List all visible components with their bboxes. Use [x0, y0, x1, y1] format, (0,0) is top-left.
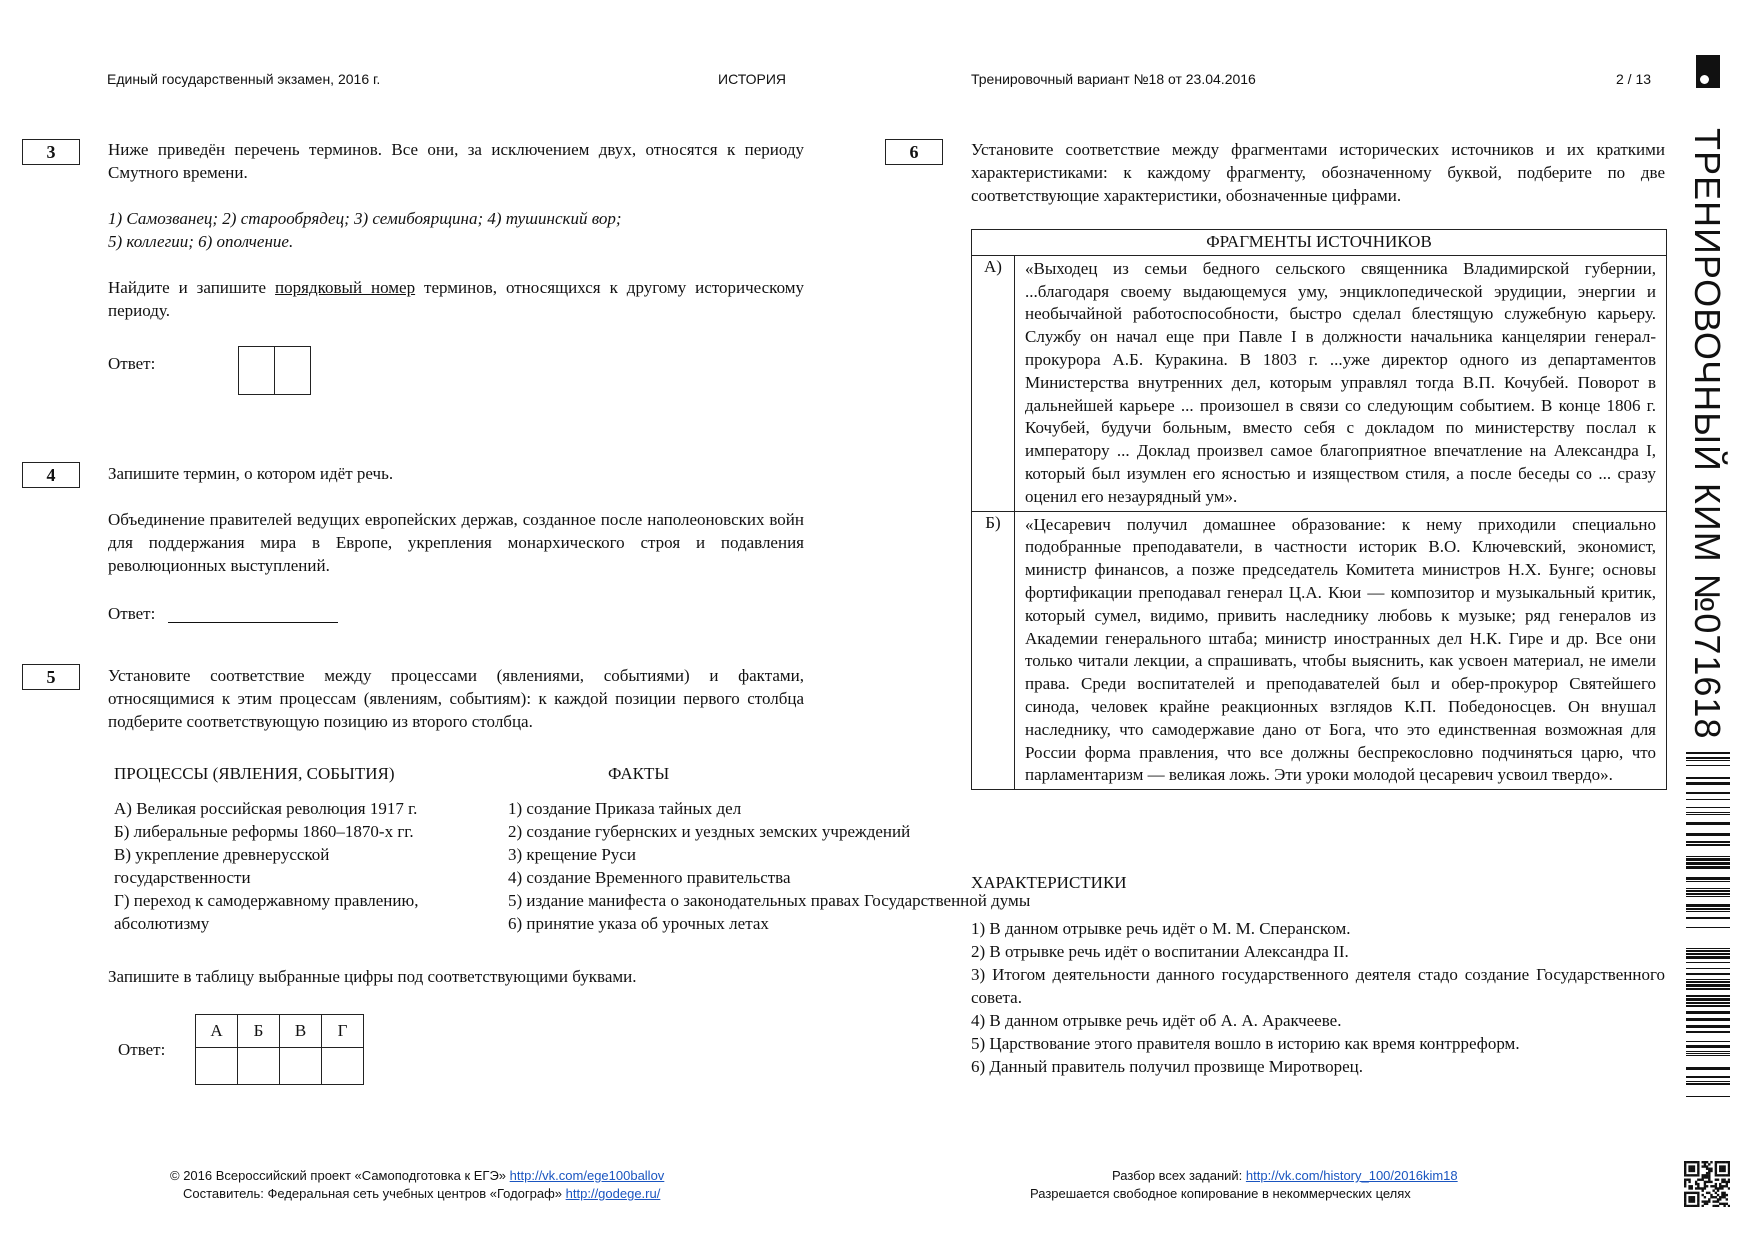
q6-text: Установите соответствие между фрагментами исторических источников и их краткими характеристиками: к каждому фрагменту, обозначенному буквой, подберите по две соответствующие характеристики, обозначенные цифрами. — [971, 140, 1665, 205]
q3-instruction-underlined: порядковый номер — [275, 278, 416, 297]
q6-table-header: ФРАГМЕНТЫ ИСТОЧНИКОВ — [972, 230, 1667, 256]
q5-answer-cell-b[interactable] — [238, 1048, 280, 1085]
header-exam-title: Единый государственный экзамен, 2016 г. — [107, 71, 381, 87]
q5-answer-cell-a[interactable] — [196, 1048, 238, 1085]
q5-answer-cell-v[interactable] — [280, 1048, 322, 1085]
q5-facts-list — [508, 797, 1208, 935]
q5-answer-header-a: А — [196, 1015, 238, 1048]
q5-facts-header: ФАКТЫ — [608, 764, 670, 783]
q5-processes-header: ПРОЦЕССЫ (ЯВЛЕНИЯ, СОБЫТИЯ) — [114, 764, 395, 783]
table-row — [972, 511, 1667, 790]
q6-characteristic-item: 2) В отрывке речь идёт о воспитании Александра II. — [971, 942, 1349, 961]
q6-characteristic-item: 4) В данном отрывке речь идёт об А. А. Аракчееве. — [971, 1011, 1342, 1030]
q6-fragment-text: «Цесаревич получил домашнее образование: к нему приходили специально подобранные преподаватели, в частности историк В.О. Ключевский, экономист, министр финансов, а позже председатель Комитета министров Н.Х. Бунге; основы фортификации преподавал генерал Ц.А. Кюи — композитор и музыкальный критик, который сумел, видимо, привить наследнику любовь к музыке; ряд генералов из Академии генерального штаба; министр иностранных дел Н.К. Гире и др. Все они только читали лекции, а спрашивать, чтобы выяснить, как усвоен материал, не имели права. Среди воспитателей и преподавателей был и обер-прокурор Святейшего синода, человек крайне реакционных взглядов К.П. Победоносцев. Он внушал наследнику, что самодержавие дано от Бога, что это единственная возможная для России форма правления, что все должны беспрекословно подчиняться царю, что парламентаризм — великая ложь. Эти уроки молодой цесаревич усвоил твердо». — [1015, 511, 1667, 790]
q3-answer-label: Ответ: — [108, 354, 156, 373]
q5-answer-header-b: Б — [238, 1015, 280, 1048]
question-number-4: 4 — [22, 462, 80, 488]
footer-author: Составитель: Федеральная сеть учебных центров «Годограф» http://godege.ru/ — [183, 1186, 661, 1201]
q5-fact-item: 4) создание Временного правительства — [508, 868, 791, 887]
q4-text: Запишите термин, о котором идёт речь. — [108, 464, 394, 483]
q6-fragment-text: «Выходец из семьи бедного сельского священника Владимирской губернии, ...благодаря своему выдающемуся уму, энциклопедической эрудиции, энергии и необычайной работоспособности, быстро сделал блестящую служебную карьеру. Службу он начал еще при Павле I в должности начальника канцелярии генерал-прокурора А.Б. Куракина. В 1803 г. ...уже директор одного из департаментов Министерства внутренних дел, которым управлял тогда В.П. Кочубей. Поворот в дальнейшей карьере ... произошел в связи со следующим событием. В конце 1806 г. Кочубей, будучи больным, вместо себя с докладом по министерству послал к императору ... Доклад произвел самое благоприятное впечатление на Александра I, который был изумлен его ясностью и изяществом стиля, а после беседы со ... сразу оценил его незаурядный ум». — [1015, 255, 1667, 511]
q6-characteristic-item: 5) Царствование этого правителя вошло в историю как время контрреформ. — [971, 1034, 1520, 1053]
question-number-5: 5 — [22, 664, 80, 690]
q4-description: Объединение правителей ведущих европейских держав, созданное после наполеоновских войн для поддержания мира в Европе, укрепления монархического строя и подавления революционных выступлений. — [108, 510, 804, 575]
q6-characteristic-item: 6) Данный правитель получил прозвище Миротворец. — [971, 1057, 1364, 1076]
q5-answer-label: Ответ: — [118, 1040, 166, 1059]
q5-process-item: А) Великая российская революция 1917 г. — [114, 799, 418, 818]
q5-fact-item: 6) принятие указа об урочных летах — [508, 914, 769, 933]
q6-characteristics-list — [971, 917, 1665, 1078]
q6-fragment-letter: А) — [972, 255, 1015, 511]
q4-answer-line[interactable] — [168, 622, 338, 623]
header-page-number: 2 / 13 — [1616, 71, 1652, 87]
question-number-3: 3 — [22, 139, 80, 165]
question-number-6: 6 — [885, 139, 943, 165]
q3-text: Ниже приведён перечень терминов. Все они, за исключением двух, относятся к периоду Смутного времени. — [108, 140, 804, 182]
q5-answer-cell-g[interactable] — [322, 1048, 364, 1085]
q5-text: Установите соответствие между процессами (явлениями, событиями) и фактами, относящимися к этим процессам (явлениям, событиям): к каждой позиции первого столбца подберите соответствующую позицию из второго столбца. — [108, 666, 804, 731]
q6-fragments-table — [971, 229, 1667, 790]
q5-process-item: В) укрепление древнерусской государственности — [114, 845, 330, 887]
q5-process-item: Б) либеральные реформы 1860–1870-х гг. — [114, 822, 414, 841]
table-row — [972, 255, 1667, 511]
q4-answer-label: Ответ: — [108, 604, 156, 623]
footer-link-solutions[interactable]: http://vk.com/history_100/2016kim18 — [1245, 1168, 1458, 1183]
q5-fact-item: 2) создание губернских и уездных земских учреждений — [508, 822, 911, 841]
side-title: ТРЕНИРОВОЧНЫЙ КИМ №071618 — [1687, 128, 1728, 740]
corner-marker-icon — [1696, 55, 1720, 88]
q5-fact-item: 1) создание Приказа тайных дел — [508, 799, 742, 818]
q5-answer-table — [195, 1014, 364, 1085]
q3-terms-line1: 1) Самозванец; 2) старообрядец; 3) семибоярщина; 4) тушинский вор; — [108, 209, 622, 228]
q5-answer-header-v: В — [280, 1015, 322, 1048]
q3-answer-box[interactable] — [238, 346, 311, 395]
q5-processes-list — [114, 797, 484, 935]
q3-instruction: Найдите и запишите порядковый номер терминов, относящихся к другому историческому периоду. — [108, 278, 805, 320]
footer-copy-notice: Разрешается свободное копирование в некоммерческих целях — [1030, 1186, 1411, 1201]
q3-answer-cell-2[interactable] — [275, 347, 310, 394]
q6-characteristic-item: 3) Итогом деятельности данного государственного деятеля стадо создание Государственного совета. — [971, 965, 1665, 1007]
footer-copyright: © 2016 Всероссийский проект «Самоподготовка к ЕГЭ» http://vk.com/ege100ballov — [170, 1168, 665, 1183]
q5-instruction: Запишите в таблицу выбранные цифры под соответствующими буквами. — [108, 967, 637, 986]
q6-characteristic-item: 1) В данном отрывке речь идёт о М. М. Сперанском. — [971, 919, 1351, 938]
q5-answer-header-g: Г — [322, 1015, 364, 1048]
q5-fact-item: 5) издание манифеста о законодательных правах Государственной думы — [508, 891, 1031, 910]
q5-process-item: Г) переход к самодержавному правлению, абсолютизму — [114, 891, 419, 933]
barcode-icon — [1686, 752, 1730, 1102]
footer-solutions: Разбор всех заданий: http://vk.com/history_100/2016kim18 — [1112, 1168, 1458, 1183]
q3-terms-line2: 5) коллегии; 6) ополчение. — [108, 232, 294, 251]
footer-link-vk-project[interactable]: http://vk.com/ege100ballov — [509, 1168, 665, 1183]
q3-answer-cell-1[interactable] — [239, 347, 275, 394]
header-subject: ИСТОРИЯ — [718, 71, 787, 87]
q5-fact-item: 3) крещение Руси — [508, 845, 636, 864]
header-variant: Тренировочный вариант №18 от 23.04.2016 — [971, 71, 1256, 87]
q6-characteristics-header: ХАРАКТЕРИСТИКИ — [971, 873, 1127, 892]
q6-fragment-letter: Б) — [972, 511, 1015, 790]
footer-link-godege[interactable]: http://godege.ru/ — [565, 1186, 661, 1201]
qr-code-icon — [1684, 1161, 1730, 1207]
